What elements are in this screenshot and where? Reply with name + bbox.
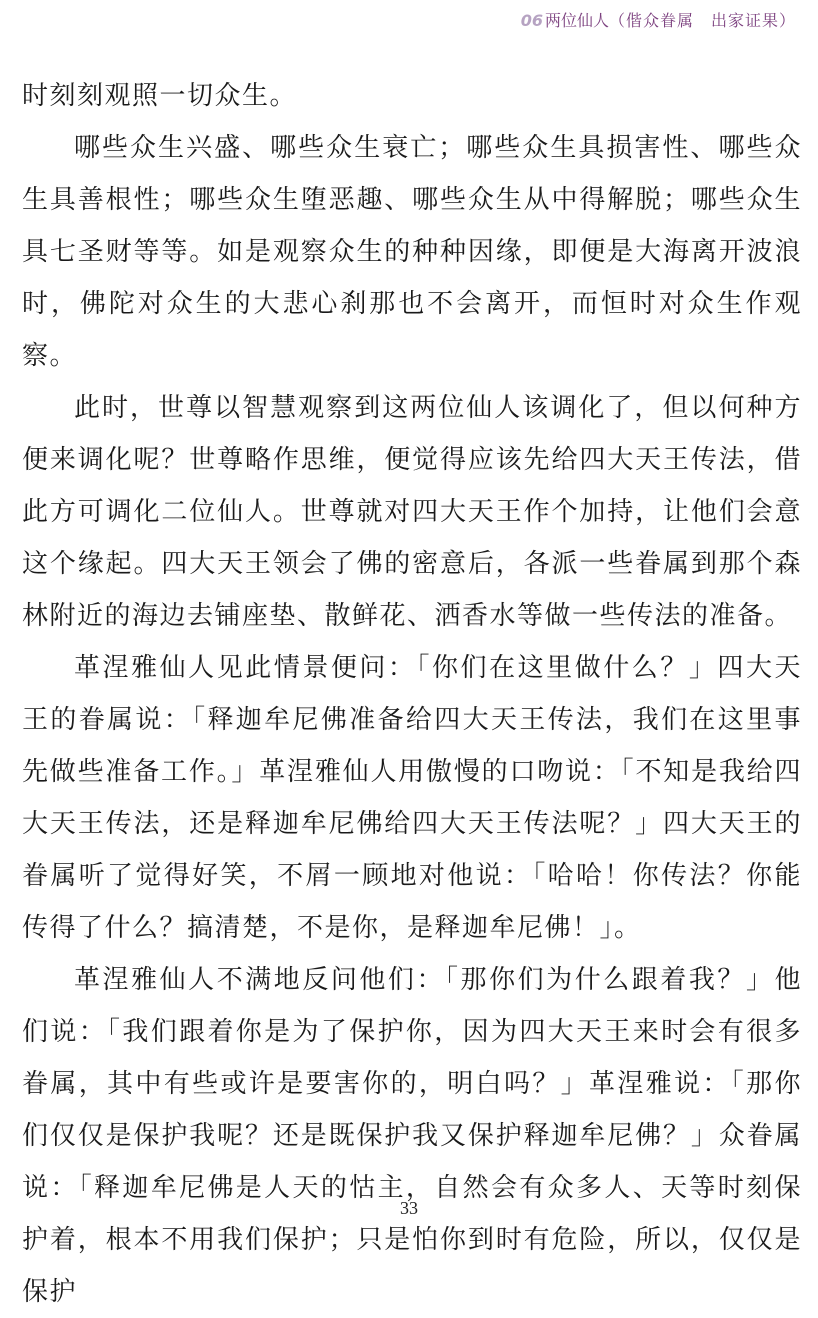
paragraph: 革涅雅仙人不满地反问他们：「那你们为什么跟着我？」他们说：「我们跟着你是为了保护你，因为四大天王来时会有很多眷属，其中有些或许是要害你的，明白吗？」革涅雅说：「那你们仅仅是保护我呢？还是既保护我又保护释迦牟尼佛？」众眷属说：「释迦牟尼佛是人天的怙主，自然会有众多人、天等时刻保护着，根本不用我们保护；只是怕你到时有危险，所以，仅仅是保护 — [22, 965, 802, 1307]
chapter-subtitle: （偕众眷属 出家证果） — [608, 11, 796, 30]
paragraph: 哪些众生兴盛、哪些众生衰亡；哪些众生具损害性、哪些众生具善根性；哪些众生堕恶趣、哪些众生从中得解脱；哪些众生具七圣财等等。如是观察众生的种种因缘，即便是大海离开波浪时，佛陀对众生的大悲心刹那也不会离开，而恒时对众生作观察。 — [22, 133, 802, 371]
paragraph: 此时，世尊以智慧观察到这两位仙人该调化了，但以何种方便来调化呢？世尊略作思维，便觉得应该先给四大天王传法，借此方可调化二位仙人。世尊就对四大天王作个加持，让他们会意这个缘起。四大天王领会了佛的密意后，各派一些眷属到那个森林附近的海边去铺座垫、散鲜花、洒香水等做一些传法的准备。 — [22, 393, 802, 631]
running-header — [521, 8, 796, 31]
chapter-title: 两位仙人 — [544, 11, 609, 30]
paragraph: 革涅雅仙人见此情景便问：「你们在这里做什么？」四大天王的眷属说：「释迦牟尼佛准备给四大天王传法，我们在这里事先做些准备工作。」革涅雅仙人用傲慢的口吻说：「不知是我给四大天王传法，还是释迦牟尼佛给四大天王传法呢？」四大天王的眷属听了觉得好笑，不屑一顾地对他说：「哈哈！你传法？你能传得了什么？搞清楚，不是你，是释迦牟尼佛！」。 — [22, 653, 802, 943]
page-number: 33 — [400, 1198, 418, 1218]
body-text — [22, 70, 802, 1318]
paragraph-continuation: 时刻刻观照一切众生。 — [22, 81, 298, 111]
chapter-number: 06 — [520, 11, 543, 30]
